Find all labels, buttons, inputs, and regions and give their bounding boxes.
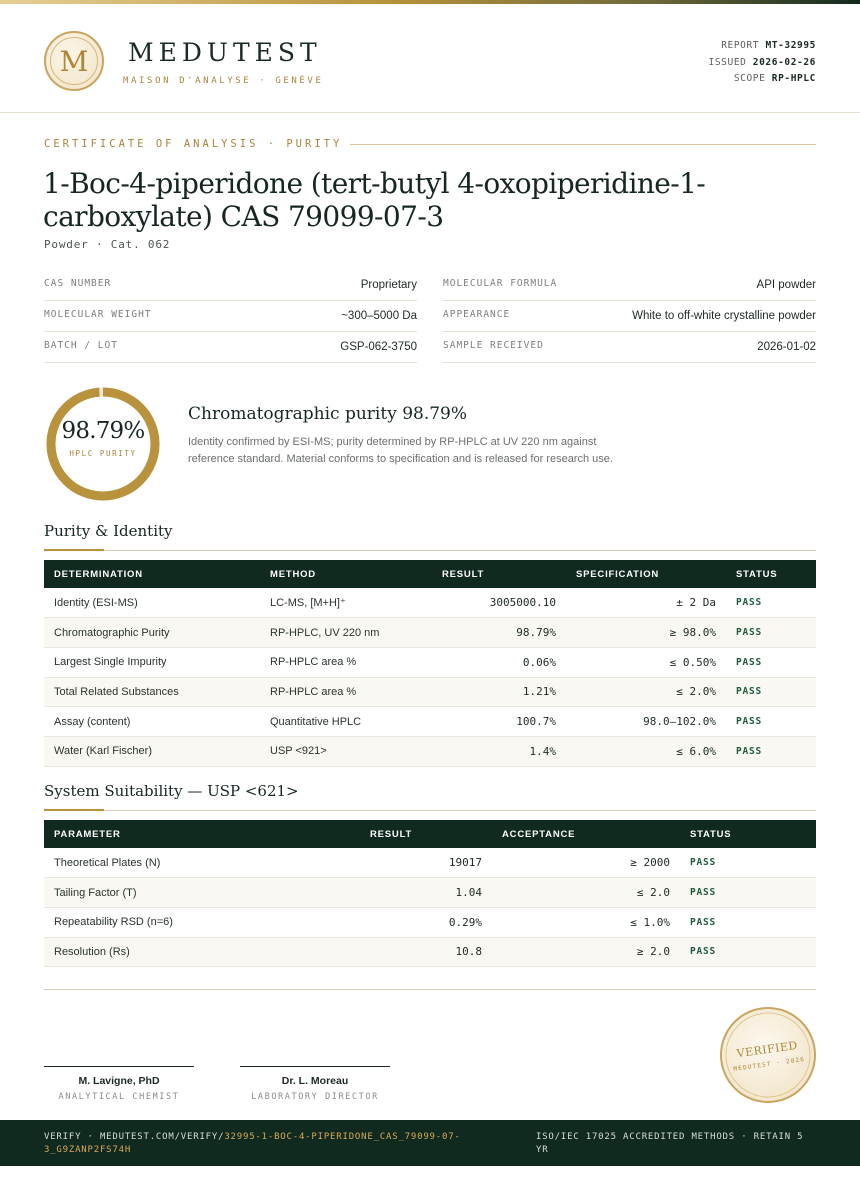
logo-emblem (44, 31, 104, 91)
info-column-left (44, 270, 417, 363)
brand-subtitle: MAISON D'ANALYSE · GENÈVE (123, 76, 324, 86)
acceptance-cell: ≤ 1.0% (492, 907, 680, 937)
table-header-row (44, 820, 816, 848)
info-column-right (443, 270, 816, 363)
footer (0, 1120, 860, 1166)
result-cell: 19017 (360, 848, 492, 878)
footer-verify (44, 1131, 474, 1157)
signature-laboratory-director (240, 1066, 390, 1102)
signature-analytical-chemist (44, 1066, 194, 1102)
signature-line (44, 1066, 194, 1067)
status-badge: PASS (680, 878, 816, 908)
column-header: RESULT (370, 828, 413, 840)
info-row (44, 270, 417, 301)
section-divider (44, 550, 816, 551)
info-label: MOLECULAR WEIGHT (44, 309, 152, 320)
result-cell: 1.04 (360, 878, 492, 908)
column-header: PARAMETER (54, 828, 121, 840)
info-value: API powder (756, 279, 816, 291)
spec-cell: ≤ 6.0% (566, 736, 726, 766)
status-badge: PASS (680, 848, 816, 878)
column-header: STATUS (736, 568, 778, 580)
column-header: ACCEPTANCE (502, 828, 576, 840)
info-label: MOLECULAR FORMULA (443, 278, 558, 289)
parameter-cell: Resolution (Rs) (44, 937, 360, 967)
verified-seal (719, 1006, 817, 1104)
seal-sub-text: MEDUTEST · 2026 (733, 1055, 806, 1073)
info-value: 2026-01-02 (757, 341, 816, 353)
spec-cell: ≥ 98.0% (566, 618, 726, 648)
signature-divider (44, 989, 816, 990)
table-row (44, 736, 816, 766)
section-title-purity-identity: Purity & Identity (44, 522, 173, 540)
logo-letter: M (59, 45, 89, 78)
table-row (44, 707, 816, 737)
gauge-fill-arc (51, 392, 155, 496)
table-row (44, 647, 816, 677)
seal-main-text: VERIFIED (735, 1038, 799, 1061)
document-eyebrow: CERTIFICATE OF ANALYSIS · PURITY (44, 138, 343, 150)
purity-summary-text: Identity confirmed by ESI-MS; purity determined by RP-HPLC at UV 220 nm against reference standard. Material conforms to specification and is released for research use. (188, 436, 613, 465)
report-id-line: REPORT MT-32995 (721, 40, 816, 51)
parameter-cell: Tailing Factor (T) (44, 878, 360, 908)
status-badge: PASS (726, 618, 816, 648)
table-row (44, 588, 816, 618)
acceptance-cell: ≥ 2.0 (492, 937, 680, 967)
footer-accreditation: ISO/IEC 17025 ACCREDITED METHODS · RETAIN 5 YR (536, 1132, 804, 1155)
purity-summary-title: Chromatographic purity 98.79% (188, 404, 468, 424)
result-cell: 0.29% (360, 907, 492, 937)
method-cell: RP-HPLC, UV 220 nm (260, 618, 432, 648)
info-label: APPEARANCE (443, 309, 511, 320)
table-row (44, 907, 816, 937)
table-row (44, 878, 816, 908)
signatory-name: Dr. L. Moreau (281, 1075, 349, 1087)
result-cell: 10.8 (360, 937, 492, 967)
compound-subline: Powder · Cat. 062 (44, 238, 171, 251)
signatory-name: M. Lavigne, PhD (78, 1075, 160, 1087)
signature-line (240, 1066, 390, 1067)
table-row (44, 618, 816, 648)
section-title-system-suitability: System Suitability — USP <621> (44, 782, 299, 800)
table-header-row (44, 560, 816, 588)
status-badge: PASS (726, 588, 816, 618)
signatory-role: LABORATORY DIRECTOR (251, 1092, 379, 1102)
spec-cell: ± 2 Da (566, 588, 726, 618)
determination-cell: Largest Single Impurity (44, 647, 260, 677)
acceptance-cell: ≥ 2000 (492, 848, 680, 878)
info-value: GSP-062-3750 (340, 341, 417, 353)
eyebrow-divider (350, 144, 816, 145)
determination-cell: Identity (ESI-MS) (44, 588, 260, 618)
purity-gauge (44, 385, 162, 503)
status-badge: PASS (726, 736, 816, 766)
parameter-cell: Repeatability RSD (n=6) (44, 907, 360, 937)
info-row (443, 270, 816, 301)
info-value: Proprietary (360, 279, 417, 291)
brand-name: MEDUTEST (128, 38, 322, 67)
result-cell: 3005000.10 (432, 588, 566, 618)
report-meta (709, 38, 816, 88)
method-cell: RP-HPLC area % (260, 647, 432, 677)
issued-date-line: ISSUED 2026-02-26 (708, 56, 816, 68)
signatory-role: ANALYTICAL CHEMIST (58, 1092, 180, 1102)
info-row (443, 332, 816, 363)
verify-prefix: VERIFY · MEDUTEST.COM/VERIFY/ (44, 1132, 225, 1142)
determination-cell: Water (Karl Fischer) (44, 736, 260, 766)
result-cell: 1.21% (432, 677, 566, 707)
info-row (443, 301, 816, 332)
purity-identity-table (44, 560, 816, 767)
purity-gauge-label: HPLC PURITY (69, 449, 137, 458)
column-header: RESULT (442, 568, 485, 580)
info-value: ~300–5000 Da (341, 310, 417, 322)
section-accent (44, 549, 104, 551)
column-header: METHOD (270, 568, 316, 580)
verify-link[interactable]: 32995-1-BOC-4-PIPERIDONE_CAS_79099-07-3_G9ZANP2FS74H (44, 1132, 461, 1155)
scope-line: SCOPE RP-HPLC (733, 73, 816, 84)
status-badge: PASS (726, 677, 816, 707)
result-cell: 1.4% (432, 736, 566, 766)
info-row (44, 332, 417, 363)
status-badge: PASS (726, 647, 816, 677)
status-badge: PASS (726, 707, 816, 737)
method-cell: RP-HPLC area % (260, 677, 432, 707)
parameter-cell: Theoretical Plates (N) (44, 848, 360, 878)
header (0, 4, 860, 113)
status-badge: PASS (680, 907, 816, 937)
method-cell: USP <921> (260, 736, 432, 766)
info-value: White to off-white crystalline powder (632, 310, 816, 322)
info-label: BATCH / LOT (44, 340, 118, 351)
table-row (44, 848, 816, 878)
determination-cell: Chromatographic Purity (44, 618, 260, 648)
section-divider (44, 810, 816, 811)
info-row (44, 301, 417, 332)
result-cell: 98.79% (432, 618, 566, 648)
determination-cell: Total Related Substances (44, 677, 260, 707)
info-label: SAMPLE RECEIVED (443, 340, 544, 351)
section-accent (44, 809, 104, 811)
result-cell: 0.06% (432, 647, 566, 677)
compound-title: 1-Boc-4-piperidone (tert-butyl 4-oxopiperidine-1-carboxylate) CAS 79099-07-3 (43, 167, 706, 233)
spec-cell: 98.0–102.0% (566, 707, 726, 737)
result-cell: 100.7% (432, 707, 566, 737)
column-header: STATUS (690, 828, 732, 840)
column-header: DETERMINATION (54, 568, 143, 580)
spec-cell: ≤ 2.0% (566, 677, 726, 707)
system-suitability-table (44, 820, 816, 967)
determination-cell: Assay (content) (44, 707, 260, 737)
table-row (44, 937, 816, 967)
method-cell: Quantitative HPLC (260, 707, 432, 737)
purity-value: 98.79% (61, 418, 145, 444)
column-header: SPECIFICATION (576, 568, 660, 580)
acceptance-cell: ≤ 2.0 (492, 878, 680, 908)
info-label: CAS NUMBER (44, 278, 112, 289)
method-cell: LC-MS, [M+H]⁺ (260, 588, 432, 618)
status-badge: PASS (680, 937, 816, 967)
spec-cell: ≤ 0.50% (566, 647, 726, 677)
table-row (44, 677, 816, 707)
